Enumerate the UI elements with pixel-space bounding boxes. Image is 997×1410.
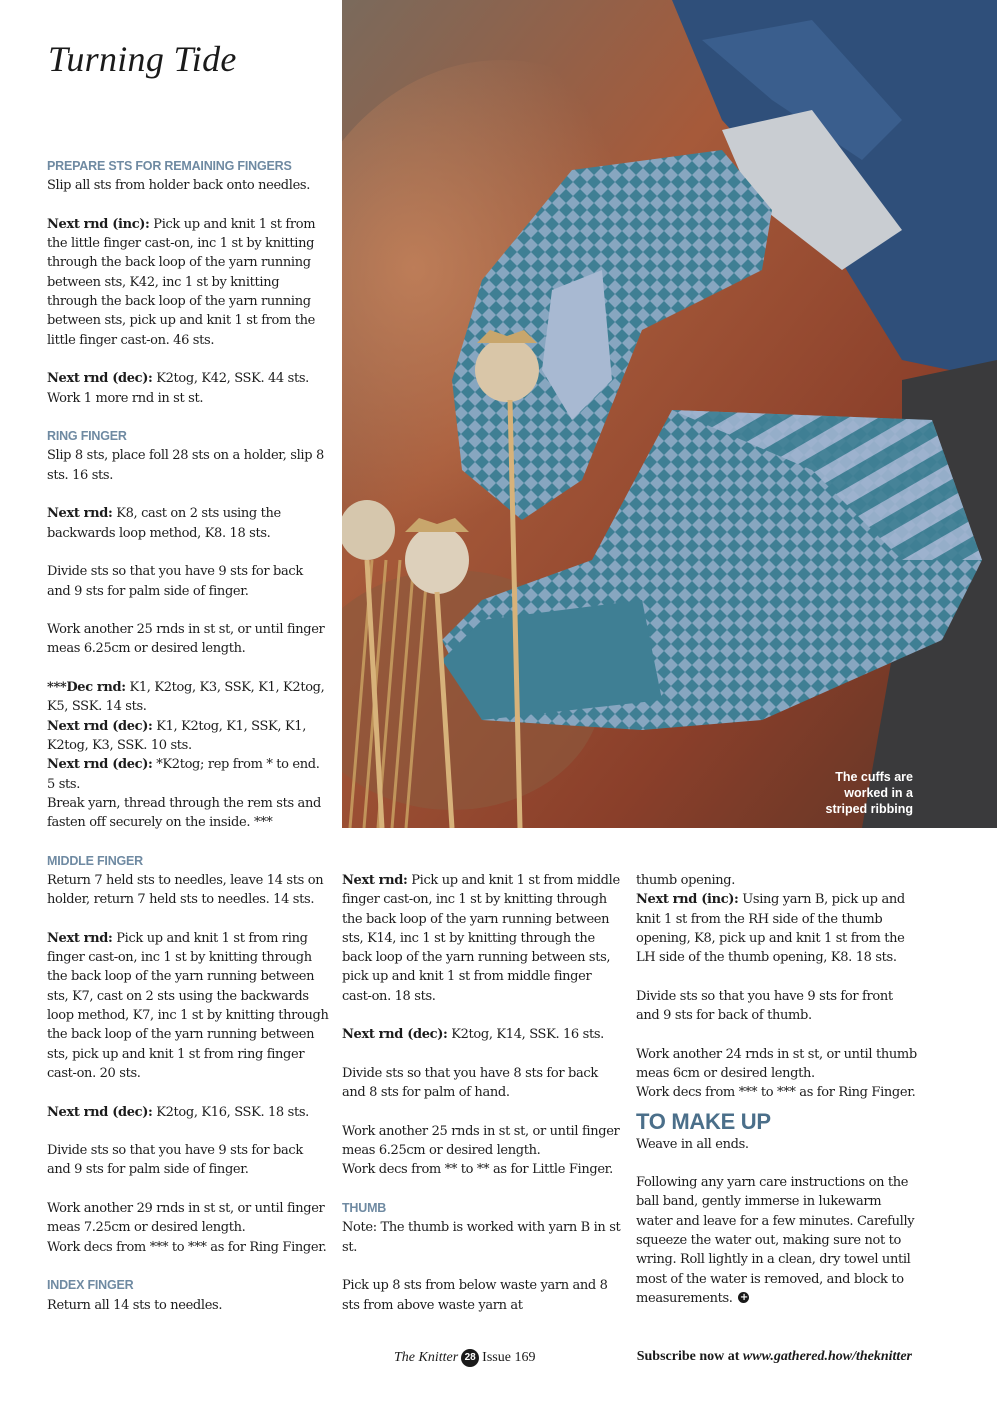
section-heading-ring-finger: RING FINGER: [47, 429, 127, 444]
paragraph: Work another 29 rnds in st st, or until finger meas 7.25cm or desired length.: [47, 1201, 325, 1236]
paragraph: Work another 25 rnds in st st, or until finger meas 6.25cm or desired length.: [47, 622, 325, 657]
paragraph: ***Dec rnd: K1, K2tog, K3, SSK, K1, K2tog, K5, SSK. 14 sts.: [47, 680, 325, 715]
paragraph: Note: The thumb is worked with yarn B in st st.: [342, 1220, 621, 1255]
end-mark-icon: [738, 1292, 749, 1303]
paragraph: Divide sts so that you have 9 sts for front and 9 sts for back of thumb.: [636, 988, 893, 1024]
paragraph: thumb opening.: [636, 873, 736, 888]
subscribe-text: Subscribe now at: [636, 1349, 743, 1364]
paragraph: Slip 8 sts, place foll 28 sts on a holder, slip 8 sts. 16 sts.: [47, 448, 324, 483]
section-heading-thumb: THUMB: [342, 1201, 387, 1216]
paragraph: Divide sts so that you have 9 sts for back and 9 sts for palm side of finger.: [47, 1143, 303, 1178]
paragraph: Next rnd: Pick up and knit 1 st from middle finger cast-on, inc 1 st by knitting through the back loop of the yarn running between sts, K14, inc 1 st by knitting through the back loop of the yarn running between sts, pick up and knit 1 st from middle finger cast-on. 18 sts.: [342, 873, 620, 1004]
paragraph: Work decs from *** to *** as for Ring Finger.: [47, 1239, 327, 1255]
paragraph: Next rnd: K8, cast on 2 sts using the backwards loop method, K8. 18 sts.: [47, 506, 281, 541]
section-heading-index-finger: INDEX FINGER: [47, 1278, 134, 1293]
magazine-name: The Knitter: [394, 1350, 459, 1365]
paragraph: Return all 14 sts to needles.: [47, 1297, 223, 1313]
paragraph: Return 7 held sts to needles, leave 14 sts on holder, return 7 held sts to needles. 14 sts.: [47, 872, 324, 908]
column-middle: [342, 871, 622, 1334]
footer-left: [394, 1349, 535, 1367]
paragraph: Next rnd: Pick up and knit 1 st from ring finger cast-on, inc 1 st by knitting through the back loop of the yarn running between sts, K7, cast on 2 sts using the backwards loop method, K7, inc 1 st by knitting through the back loop of the yarn running between sts, pick up and knit 1 st from ring finger cast-on. 20 sts.: [47, 930, 329, 1081]
paragraph: Next rnd (dec): K2tog, K14, SSK. 16 sts.: [342, 1027, 604, 1043]
section-heading-to-make-up: TO MAKE UP: [636, 1108, 771, 1134]
paragraph: Work decs from ** to ** as for Little Finger.: [342, 1162, 613, 1178]
paragraph: Divide sts so that you have 8 sts for back and 8 sts for palm of hand.: [342, 1065, 598, 1101]
paragraph: Next rnd (inc): Pick up and knit 1 st from the little finger cast-on, inc 1 st by knitting through the back loop of the yarn running between sts, K42, inc 1 st by knitting through the back loop of the yarn running between sts, pick up and knit 1 st from the little finger cast-on. 46 sts.: [47, 216, 316, 348]
paragraph: Next rnd (dec): *K2tog; rep from * to end. 5 sts.: [47, 757, 320, 792]
subscribe-url[interactable]: www.gathered.how/theknitter: [742, 1349, 912, 1364]
paragraph: Next rnd (dec): K1, K2tog, K1, SSK, K1, K2tog, K3, SSK. 10 sts.: [47, 718, 307, 753]
section-heading-middle-finger: MIDDLE FINGER: [47, 853, 144, 868]
paragraph: Slip all sts from holder back onto needles.: [47, 178, 311, 194]
paragraph: Work 1 more rnd in st st.: [47, 390, 204, 406]
paragraph: Work decs from *** to *** as for Ring Finger.: [636, 1085, 916, 1101]
page-title: Turning Tide: [48, 39, 237, 79]
paragraph: Next rnd (dec): K2tog, K16, SSK. 18 sts.: [47, 1104, 309, 1120]
glove-photo: [342, 0, 997, 828]
glove-photo-illustration: [342, 0, 997, 828]
column-right: [636, 871, 918, 1328]
footer-right: [637, 1349, 912, 1365]
paragraph: Break yarn, thread through the rem sts and fasten off securely on the inside. ***: [47, 795, 321, 831]
issue-number: Issue 169: [482, 1350, 536, 1365]
paragraph: Next rnd (dec): K2tog, K42, SSK. 44 sts.: [47, 371, 309, 387]
page-number: 28: [461, 1349, 479, 1367]
paragraph: Pick up 8 sts from below waste yarn and 8 sts from above waste yarn at: [342, 1278, 608, 1313]
paragraph: Weave in all ends.: [636, 1136, 749, 1152]
paragraph: Work another 25 rnds in st st, or until finger meas 6.25cm or desired length.: [342, 1123, 620, 1159]
column-left: [47, 157, 329, 1334]
paragraph: Next rnd (inc): Using yarn B, pick up and knit 1 st from the RH side of the thumb opening, K8, pick up and knit 1 st from the LH side of the thumb opening, K8. 18 sts.: [636, 892, 905, 966]
paragraph: Work another 24 rnds in st st, or until thumb meas 6cm or desired length.: [636, 1046, 917, 1081]
paragraph: Following any yarn care instructions on the ball band, gently immerse in lukewarm water and leave for a few minutes. Carefully squeeze the water out, making sure not to wring. Roll lightly in a clean, dry towel until most of the water is removed, and block to measurements. +: [636, 1173, 918, 1308]
photo-caption: The cuffs are worked in a striped ribbing: [825, 770, 913, 816]
section-heading-prepare: PREPARE STS FOR REMAINING FINGERS: [47, 159, 292, 173]
paragraph: Divide sts so that you have 9 sts for back and 9 sts for palm side of finger.: [47, 564, 303, 599]
